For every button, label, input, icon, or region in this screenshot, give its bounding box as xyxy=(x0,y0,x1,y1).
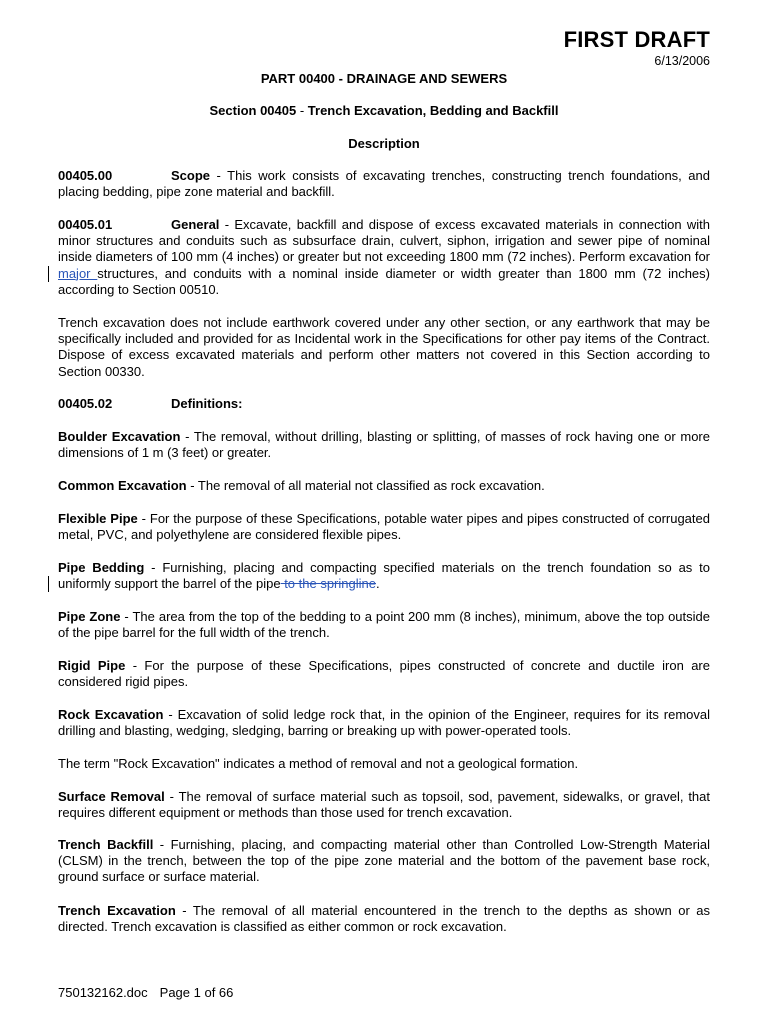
change-bar xyxy=(48,576,49,592)
section-name: Trench Excavation, Bedding and Backfill xyxy=(307,103,559,118)
def-text: - The removal of all material not classified as rock excavation. xyxy=(186,478,545,493)
draft-label: FIRST DRAFT xyxy=(563,27,710,52)
page-footer xyxy=(58,985,233,1000)
def-text: - The removal of surface material such as topsoil, sod, pavement, sidewalks, or gravel, that requires different equipment or methods than those used for trench excavation. xyxy=(58,789,710,821)
def-term: Rigid Pipe xyxy=(58,658,126,673)
def-text: - For the purpose of these Specifications, potable water pipes and pipes constructed of corrugated metal, PVC, and polyethylene are considered flexible pipes. xyxy=(58,511,710,543)
def-text: - The area from the top of the bedding to a point 200 mm (8 inches), minimum, above the top outside of the pipe barrel for the full width of the trench. xyxy=(58,609,710,641)
definitions-heading xyxy=(58,396,710,412)
general-text-2: structures, and conduits with a nominal inside diameter or width greater than 1800 mm (72 inches) according to Section 00510. xyxy=(58,265,710,297)
def-term: Pipe Bedding xyxy=(58,560,145,575)
general-text-1: - Excavate, backfill and dispose of excess excavated materials in connection with minor structures and conduits such as subsurface drain, culvert, siphon, irrigation and sewer pipe of nominal inside diameters of 100 mm (4 inches) or greater but not exceeding 1800 mm (72 inches). Perform excavation for xyxy=(58,217,710,265)
def-trench-excavation xyxy=(58,903,710,935)
def-term: Boulder Excavation xyxy=(58,429,181,444)
def-trench-backfill xyxy=(58,837,710,886)
definitions-title: Definitions: xyxy=(171,396,243,411)
description-heading: Description xyxy=(348,136,420,151)
def-text: - Furnishing, placing and compacting specified materials on the trench foundation so as to uniformly support the barrel of the pipe xyxy=(58,560,710,592)
def-term: Surface Removal xyxy=(58,789,165,804)
trench-note-paragraph: Trench excavation does not include earthwork covered under any other section, or any earthwork that may be specifically included and provided for as Incidental work in the Specifications for other pay items of the Contract. Dispose of excess excavated materials and perform other matters not covered in this Section according to Section 00330. xyxy=(58,315,710,379)
scope-number: 00405.00 xyxy=(58,168,113,183)
scope-heading: Scope xyxy=(171,168,211,183)
def-common-excavation xyxy=(58,478,710,494)
def-pipe-zone xyxy=(58,609,710,641)
inserted-text: major xyxy=(58,265,98,281)
draft-date: 6/13/2006 xyxy=(654,54,710,68)
change-bar xyxy=(48,266,49,282)
section-number: Section 00405 xyxy=(209,103,297,118)
def-surface-removal xyxy=(58,789,710,821)
general-paragraph xyxy=(58,217,710,298)
def-rigid-pipe xyxy=(58,658,710,690)
def-pipe-bedding xyxy=(58,560,710,592)
def-term: Rock Excavation xyxy=(58,707,164,722)
def-term: Pipe Zone xyxy=(58,609,121,624)
def-text: - For the purpose of these Specifications, pipes constructed of concrete and ductile iron are considered rigid pipes. xyxy=(58,658,710,690)
def-term: Trench Backfill xyxy=(58,837,154,852)
def-text: - The removal of all material encountered in the trench to the depths as shown or as directed. Trench excavation is classified as either common or rock excavation. xyxy=(58,903,710,935)
section-dash: - xyxy=(296,103,308,118)
definitions-number: 00405.02 xyxy=(58,396,113,411)
def-flexible-pipe xyxy=(58,511,710,543)
def-text-end: . xyxy=(375,576,380,592)
def-boulder-excavation xyxy=(58,429,710,461)
deleted-text: to the springline xyxy=(280,576,376,592)
section-title xyxy=(58,103,710,118)
part-title: PART 00400 - DRAINAGE AND SEWERS xyxy=(260,71,508,86)
def-term: Trench Excavation xyxy=(58,903,176,918)
rock-excavation-note: The term "Rock Excavation" indicates a method of removal and not a geological formation. xyxy=(58,756,579,771)
scope-text: - This work consists of excavating trenches, constructing trench foundations, and placing bedding, pipe zone material and backfill. xyxy=(58,168,710,200)
def-rock-excavation xyxy=(58,707,710,739)
footer-page-number: Page 1 of 66 xyxy=(159,985,234,1000)
def-text: - The removal, without drilling, blasting or splitting, of masses of rock having one or more dimensions of 1 m (3 feet) or greater. xyxy=(58,429,710,461)
general-number: 00405.01 xyxy=(58,217,113,232)
footer-filename: 750132162.doc xyxy=(58,985,148,1000)
scope-paragraph xyxy=(58,168,710,200)
general-heading: General xyxy=(171,217,220,232)
def-term: Flexible Pipe xyxy=(58,511,138,526)
def-text: - Excavation of solid ledge rock that, in the opinion of the Engineer, requires for its removal drilling and blasting, wedging, sledging, barring or breaking up with power-operated tools. xyxy=(58,707,710,739)
def-term: Common Excavation xyxy=(58,478,187,493)
def-text: - Furnishing, placing, and compacting material other than Controlled Low-Strength Material (CLSM) in the trench, between the top of the pipe zone material and the bottom of the pavement base rock, ground surface or surface material. xyxy=(58,837,710,885)
